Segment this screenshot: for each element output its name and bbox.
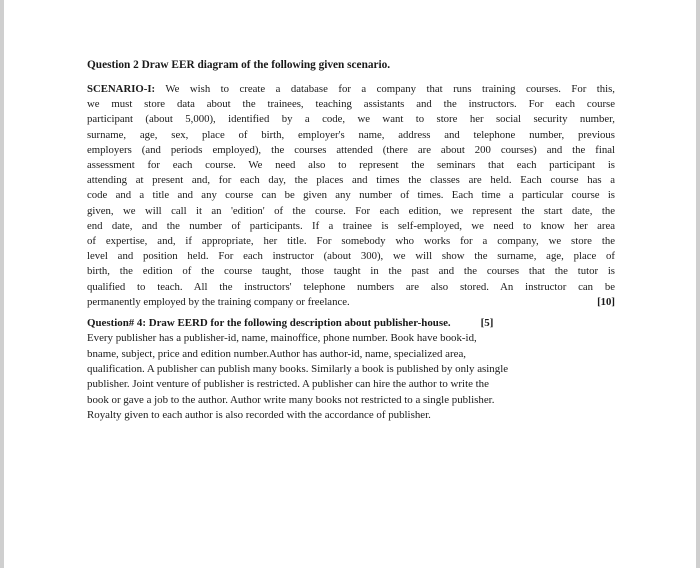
scenario-line: participant (about 5,000), identified by a code, we want to store her social security number,: [87, 113, 615, 126]
scenario-line: assessment for each course. We need also to represent the seminars that each participant is: [87, 159, 615, 172]
scenario-line: surname, age, sex, place of birth, employer's name, address and telephone number, previous: [87, 128, 615, 141]
scenario-line: qualified to teach. All the instructors' telephone numbers are also stored. An instructor can be: [87, 280, 615, 293]
question-2-scenario: [87, 82, 615, 310]
scenario-line: code and a title and any course can be given any number of times. Each time a particular course is: [87, 189, 615, 202]
scenario-last-line: [87, 295, 615, 310]
scenario-line: of expertise, and, if appropriate, her title. For somebody who works for a company, we store the: [87, 235, 615, 248]
scenario-line: [87, 82, 615, 97]
question-4: [87, 316, 615, 423]
scenario-line: attending at present and, for each day, the places and times the classes are held. Each course has a: [87, 174, 615, 187]
question-4-line: bname, subject, price and edition number.Author has author-id, name, specialized area,: [87, 347, 467, 360]
question-4-marks: [5]: [480, 317, 494, 330]
scenario-label: SCENARIO-I:: [87, 83, 156, 95]
scenario-line: permanently employed by the training company or freelance.: [87, 295, 350, 308]
scenario-line: employers (and periods employed), the courses attended (there are about 200 courses) and the final: [87, 143, 615, 156]
scenario-line: end date, and the number of participants. If a trainee is self-employed, we need to know her area: [87, 219, 615, 232]
left-scroll-edge: [0, 0, 4, 568]
question-4-heading: [87, 316, 615, 331]
scenario-line: given, we will call it an 'edition' of the course. For each edition, we represent the start date, the: [87, 204, 615, 217]
question-2-marks: [10]: [597, 295, 615, 308]
scenario-line-text: We wish to create a database for a company that runs training courses. For this,: [155, 83, 615, 95]
question-4-line: book or gave a job to the author. Author write many books not restricted to a single publisher.: [87, 393, 495, 406]
question-4-line: Royalty given to each author is also recorded with the accordance of publisher.: [87, 408, 431, 421]
question-2-title: Question 2 Draw EER diagram of the following given scenario.: [87, 59, 391, 71]
question-4-title: Question# 4: Draw EERD for the following description about publisher-house.: [87, 317, 451, 330]
scenario-line: level and position held. For each instructor (about 300), we will show the surname, age, place of: [87, 250, 615, 263]
scenario-line: birth, the edition of the course taught, those taught in the past and the courses that the tutor is: [87, 265, 615, 278]
right-scroll-edge: [696, 0, 700, 568]
question-4-line: Every publisher has a publisher-id, name, mainoffice, phone number. Book have book-id,: [87, 332, 477, 345]
question-4-line: publisher. Joint venture of publisher is restricted. A publisher can hire the author to write the: [87, 378, 489, 391]
question-4-line: qualification. A publisher can publish many books. Similarly a book is published by only asingle: [87, 362, 509, 375]
scenario-line: we must store data about the trainees, teaching assistants and the instructors. For each course: [87, 98, 615, 111]
document-page: [87, 58, 615, 423]
